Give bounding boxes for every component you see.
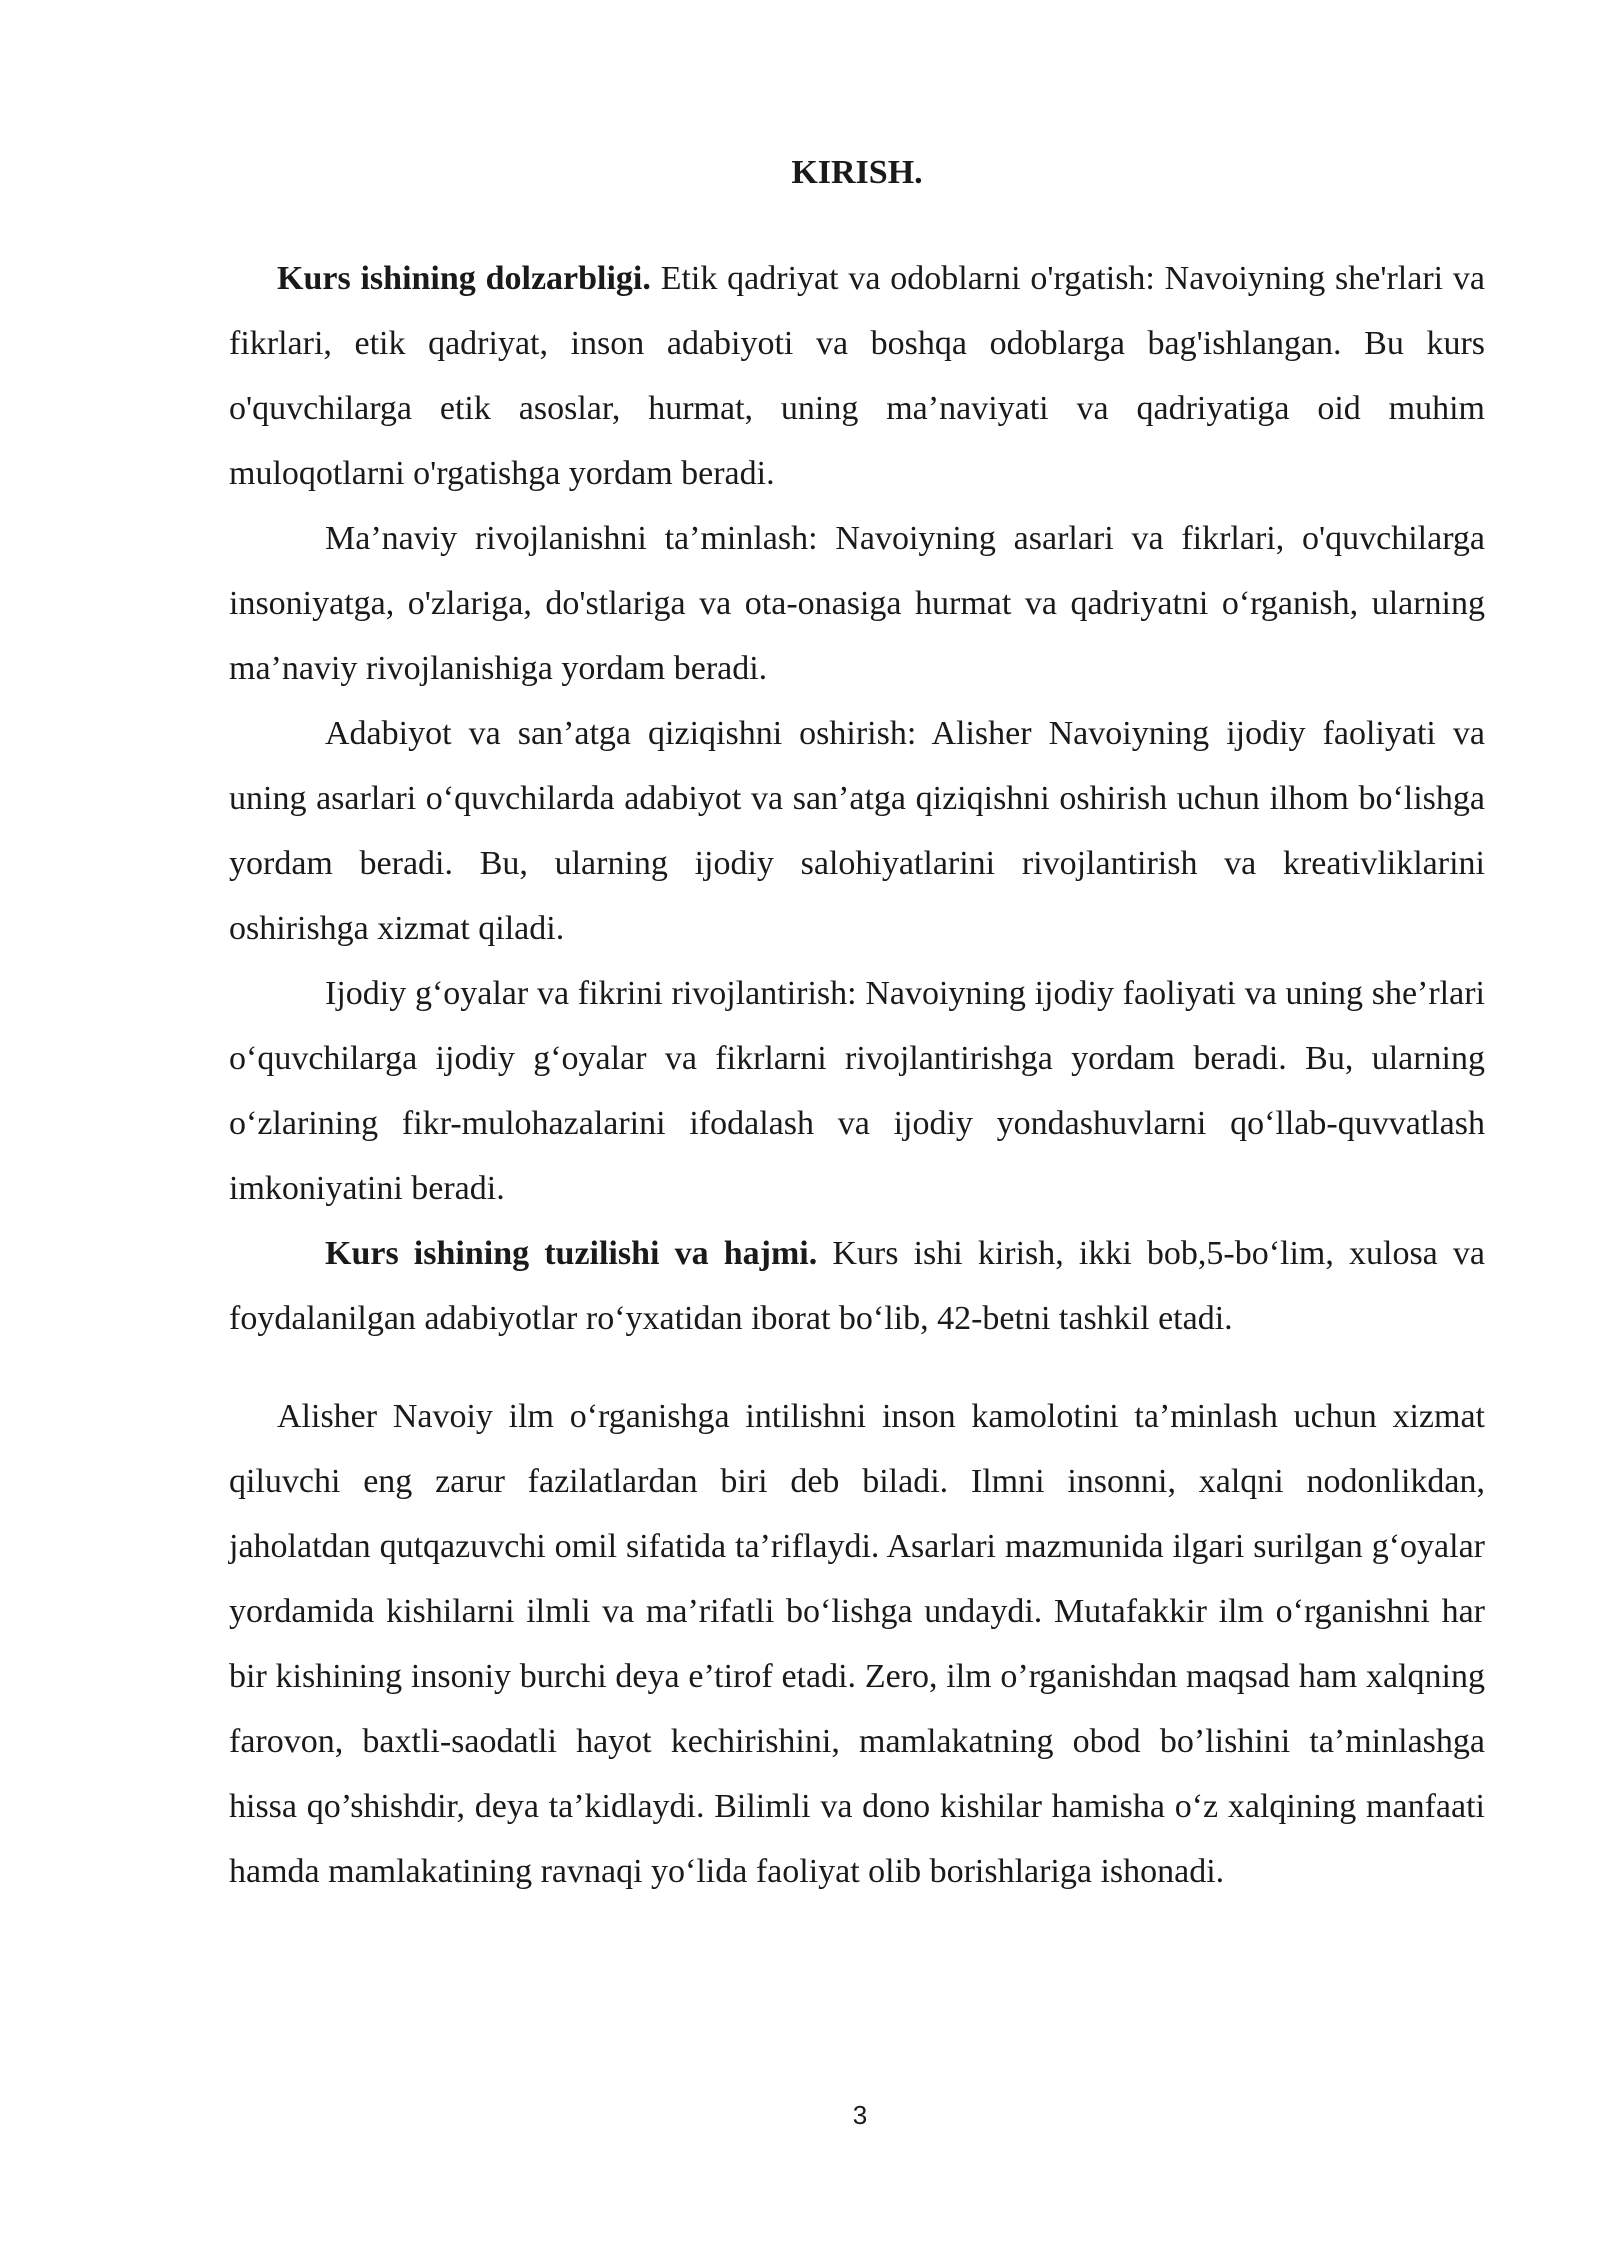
paragraph-creative-ideas [229, 961, 1485, 1221]
paragraph-lead-structure: Kurs ishining tuzilishi va hajmi. [325, 1235, 818, 1272]
paragraph-text: Ijodiy g‘oyalar va fikrini rivojlantirish: Navoiyning ijodiy faoliyati va uning she’rlari o‘quvchilarga ijodiy g‘oyalar va fikrlarni rivojlantirishga yordam beradi. Bu, ularning o‘zlarining fikr-mulohazalarini ifodalash va ijodiy yondashuvlarni qo‘llab-quvvatlash imkoniyatini beradi. [229, 975, 1485, 1207]
paragraph-structure [229, 1221, 1485, 1351]
paragraph-text: Etik qadriyat va odoblarni o'rgatish: Navoiyning she'rlari va fikrlari, etik qadriyat, inson adabiyoti va boshqa odoblarga bag'ishlangan. Bu kurs o'quvchilarga etik asoslar, hurmat, uning ma’naviyati va qadriyatiga oid muhim muloqotlarni o'rgatishga yordam beradi. [229, 260, 1486, 492]
paragraph-text: Alisher Navoiy ilm o‘rganishga intilishni inson kamolotini ta’minlash uchun xizmat qiluvchi eng zarur fazilatlardan biri deb biladi. Ilmni insonni, xalqni nodonlikdan, jaholatdan qutqazuvchi omil sifatida ta’riflaydi. Asarlari mazmunida ilgari surilgan g‘oyalar yordamida kishilarni ilmli va ma’rifatli bo‘lishga undaydi. Mutafakkir ilm o‘rganishni har bir kishining insoniy burchi deya e’tirof etadi. Zero, ilm o’rganishdan maqsad ham xalqning farovon, baxtli-saodatli hayot kechirishini, mamlakatning obod bo’lishini ta’minlashga hissa qo’shishdir, deya ta’kidlaydi. Bilimli va dono kishilar hamisha o‘z xalqining manfaati hamda mamlakatining ravnaqi yo‘lida faoliyat olib borishlariga ishonadi. [229, 1398, 1485, 1890]
paragraph-text: Adabiyot va san’atga qiziqishni oshirish: Alisher Navoiyning ijodiy faoliyati va uning asarlari o‘quvchilarda adabiyot va san’atga qiziqishni oshirish uchun ilhom bo‘lishga yordam beradi. Bu, ularning ijodiy salohiyatlarini rivojlantirish va kreativliklarini oshirishga xizmat qiladi. [229, 715, 1485, 947]
navoiy-section [229, 1384, 1485, 1904]
paragraph-navoiy-knowledge [229, 1384, 1485, 1904]
intro-section [229, 246, 1485, 1351]
paragraph-spiritual-development [229, 506, 1485, 701]
paragraph-text: Kurs ishi kirish, ikki bob,5-bo‘lim, xulosa va foydalanilgan adabiyotlar ro‘yxatidan iborat bo‘lib, 42-betni tashkil etadi. [229, 1235, 1485, 1337]
paragraph-text: Ma’naviy rivojlanishni ta’minlash: Navoiyning asarlari va fikrlari, o'quvchilarga insoniyatga, o'zlariga, do'stlariga va ota-onasiga hurmat va qadriyatni o‘rganish, ularning ma’naviy rivojlanishiga yordam beradi. [229, 520, 1485, 687]
paragraph-lead-relevance: Kurs ishining dolzarbligi. [277, 260, 651, 297]
paragraph-literature-interest [229, 701, 1485, 961]
page-number: 3 [852, 2100, 868, 2130]
paragraph-relevance [229, 246, 1485, 506]
page-title: KIRISH. [791, 154, 923, 191]
